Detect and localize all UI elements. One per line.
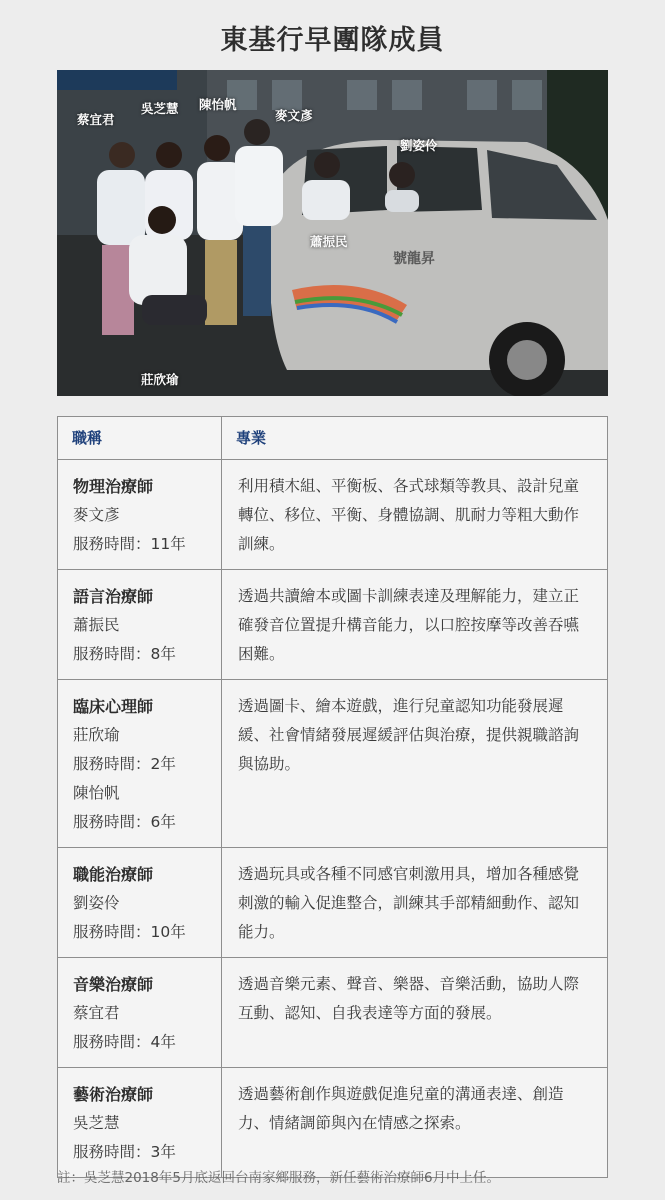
role-title: 物理治療師 bbox=[73, 477, 154, 496]
staff-name: 蔡宜君 bbox=[73, 1004, 120, 1022]
service-years: 服務時間：3年 bbox=[73, 1143, 176, 1161]
service-years: 服務時間：10年 bbox=[73, 923, 186, 941]
role-cell bbox=[58, 1068, 222, 1178]
service-years: 服務時間：8年 bbox=[73, 645, 176, 663]
role-cell bbox=[58, 570, 222, 680]
footnote: 註：吳芝慧2018年5月底返回台南家鄉服務，新任藝術治療師6月中上任。 bbox=[57, 1170, 501, 1186]
service-years: 服務時間：6年 bbox=[73, 813, 176, 831]
specialty-cell bbox=[222, 1068, 608, 1178]
staff-name: 莊欣瑜 bbox=[73, 726, 120, 744]
table-row bbox=[58, 958, 608, 1068]
specialty-description: 利用積木組、平衡板、各式球類等教具、設計兒童轉位、移位、平衡、身體協調、肌耐力等粗大動作訓練。 bbox=[238, 477, 580, 553]
van-text: 號龍昇 bbox=[393, 251, 435, 267]
staff-name: 劉姿伶 bbox=[73, 894, 120, 912]
table-row bbox=[58, 680, 608, 848]
photo-label: 陳怡帆 bbox=[199, 97, 237, 112]
staff-name: 吳芝慧 bbox=[73, 1114, 120, 1132]
table-row bbox=[58, 848, 608, 958]
team-photo bbox=[57, 70, 608, 396]
role-cell bbox=[58, 848, 222, 958]
photo-label: 麥文彥 bbox=[275, 108, 313, 123]
staff-name: 蕭振民 bbox=[73, 616, 120, 634]
table-row bbox=[58, 460, 608, 570]
photo-label: 莊欣瑜 bbox=[141, 372, 179, 387]
specialty-cell bbox=[222, 570, 608, 680]
role-title: 語言治療師 bbox=[73, 587, 154, 606]
photo-label: 吳芝慧 bbox=[141, 101, 179, 116]
photo-label: 劉姿伶 bbox=[400, 138, 438, 153]
role-title: 音樂治療師 bbox=[73, 975, 154, 994]
specialty-description: 透過玩具或各種不同感官刺激用具，增加各種感覺刺激的輸入促進整合，訓練其手部精細動作、認知能力。 bbox=[238, 865, 580, 941]
table-header-row bbox=[58, 417, 608, 460]
role-cell bbox=[58, 460, 222, 570]
table-row bbox=[58, 1068, 608, 1178]
role-cell bbox=[58, 958, 222, 1068]
specialty-description: 透過圖卡、繪本遊戲，進行兒童認知功能發展遲緩、社會情緒發展遲緩評估與治療，提供親職諮詢與協助。 bbox=[238, 697, 580, 773]
role-title: 藝術治療師 bbox=[73, 1085, 154, 1104]
column-header-title: 職稱 bbox=[58, 417, 222, 460]
service-years: 服務時間：2年 bbox=[73, 755, 176, 773]
specialty-cell bbox=[222, 460, 608, 570]
team-table bbox=[57, 416, 608, 1178]
staff-name: 陳怡帆 bbox=[73, 784, 120, 802]
photo-label: 蕭振民 bbox=[310, 234, 348, 249]
specialty-description: 透過音樂元素、聲音、樂器、音樂活動，協助人際互動、認知、自我表達等方面的發展。 bbox=[238, 975, 580, 1022]
role-cell bbox=[58, 680, 222, 848]
table-row bbox=[58, 570, 608, 680]
role-title: 臨床心理師 bbox=[73, 697, 154, 716]
column-header-specialty: 專業 bbox=[222, 417, 608, 460]
service-years: 服務時間：11年 bbox=[73, 535, 186, 553]
specialty-cell bbox=[222, 680, 608, 848]
photo-label: 蔡宜君 bbox=[77, 112, 115, 127]
service-years: 服務時間：4年 bbox=[73, 1033, 176, 1051]
page-title: 東基行早團隊成員 bbox=[220, 25, 445, 56]
role-title: 職能治療師 bbox=[73, 865, 154, 884]
specialty-description: 透過共讀繪本或圖卡訓練表達及理解能力，建立正確發音位置提升構音能力，以口腔按摩等改善吞嚥困難。 bbox=[238, 587, 580, 663]
staff-name: 麥文彥 bbox=[73, 506, 120, 524]
specialty-description: 透過藝術創作與遊戲促進兒童的溝通表達、創造力、情緒調節與內在情感之探索。 bbox=[238, 1085, 564, 1132]
specialty-cell bbox=[222, 848, 608, 958]
specialty-cell bbox=[222, 958, 608, 1068]
